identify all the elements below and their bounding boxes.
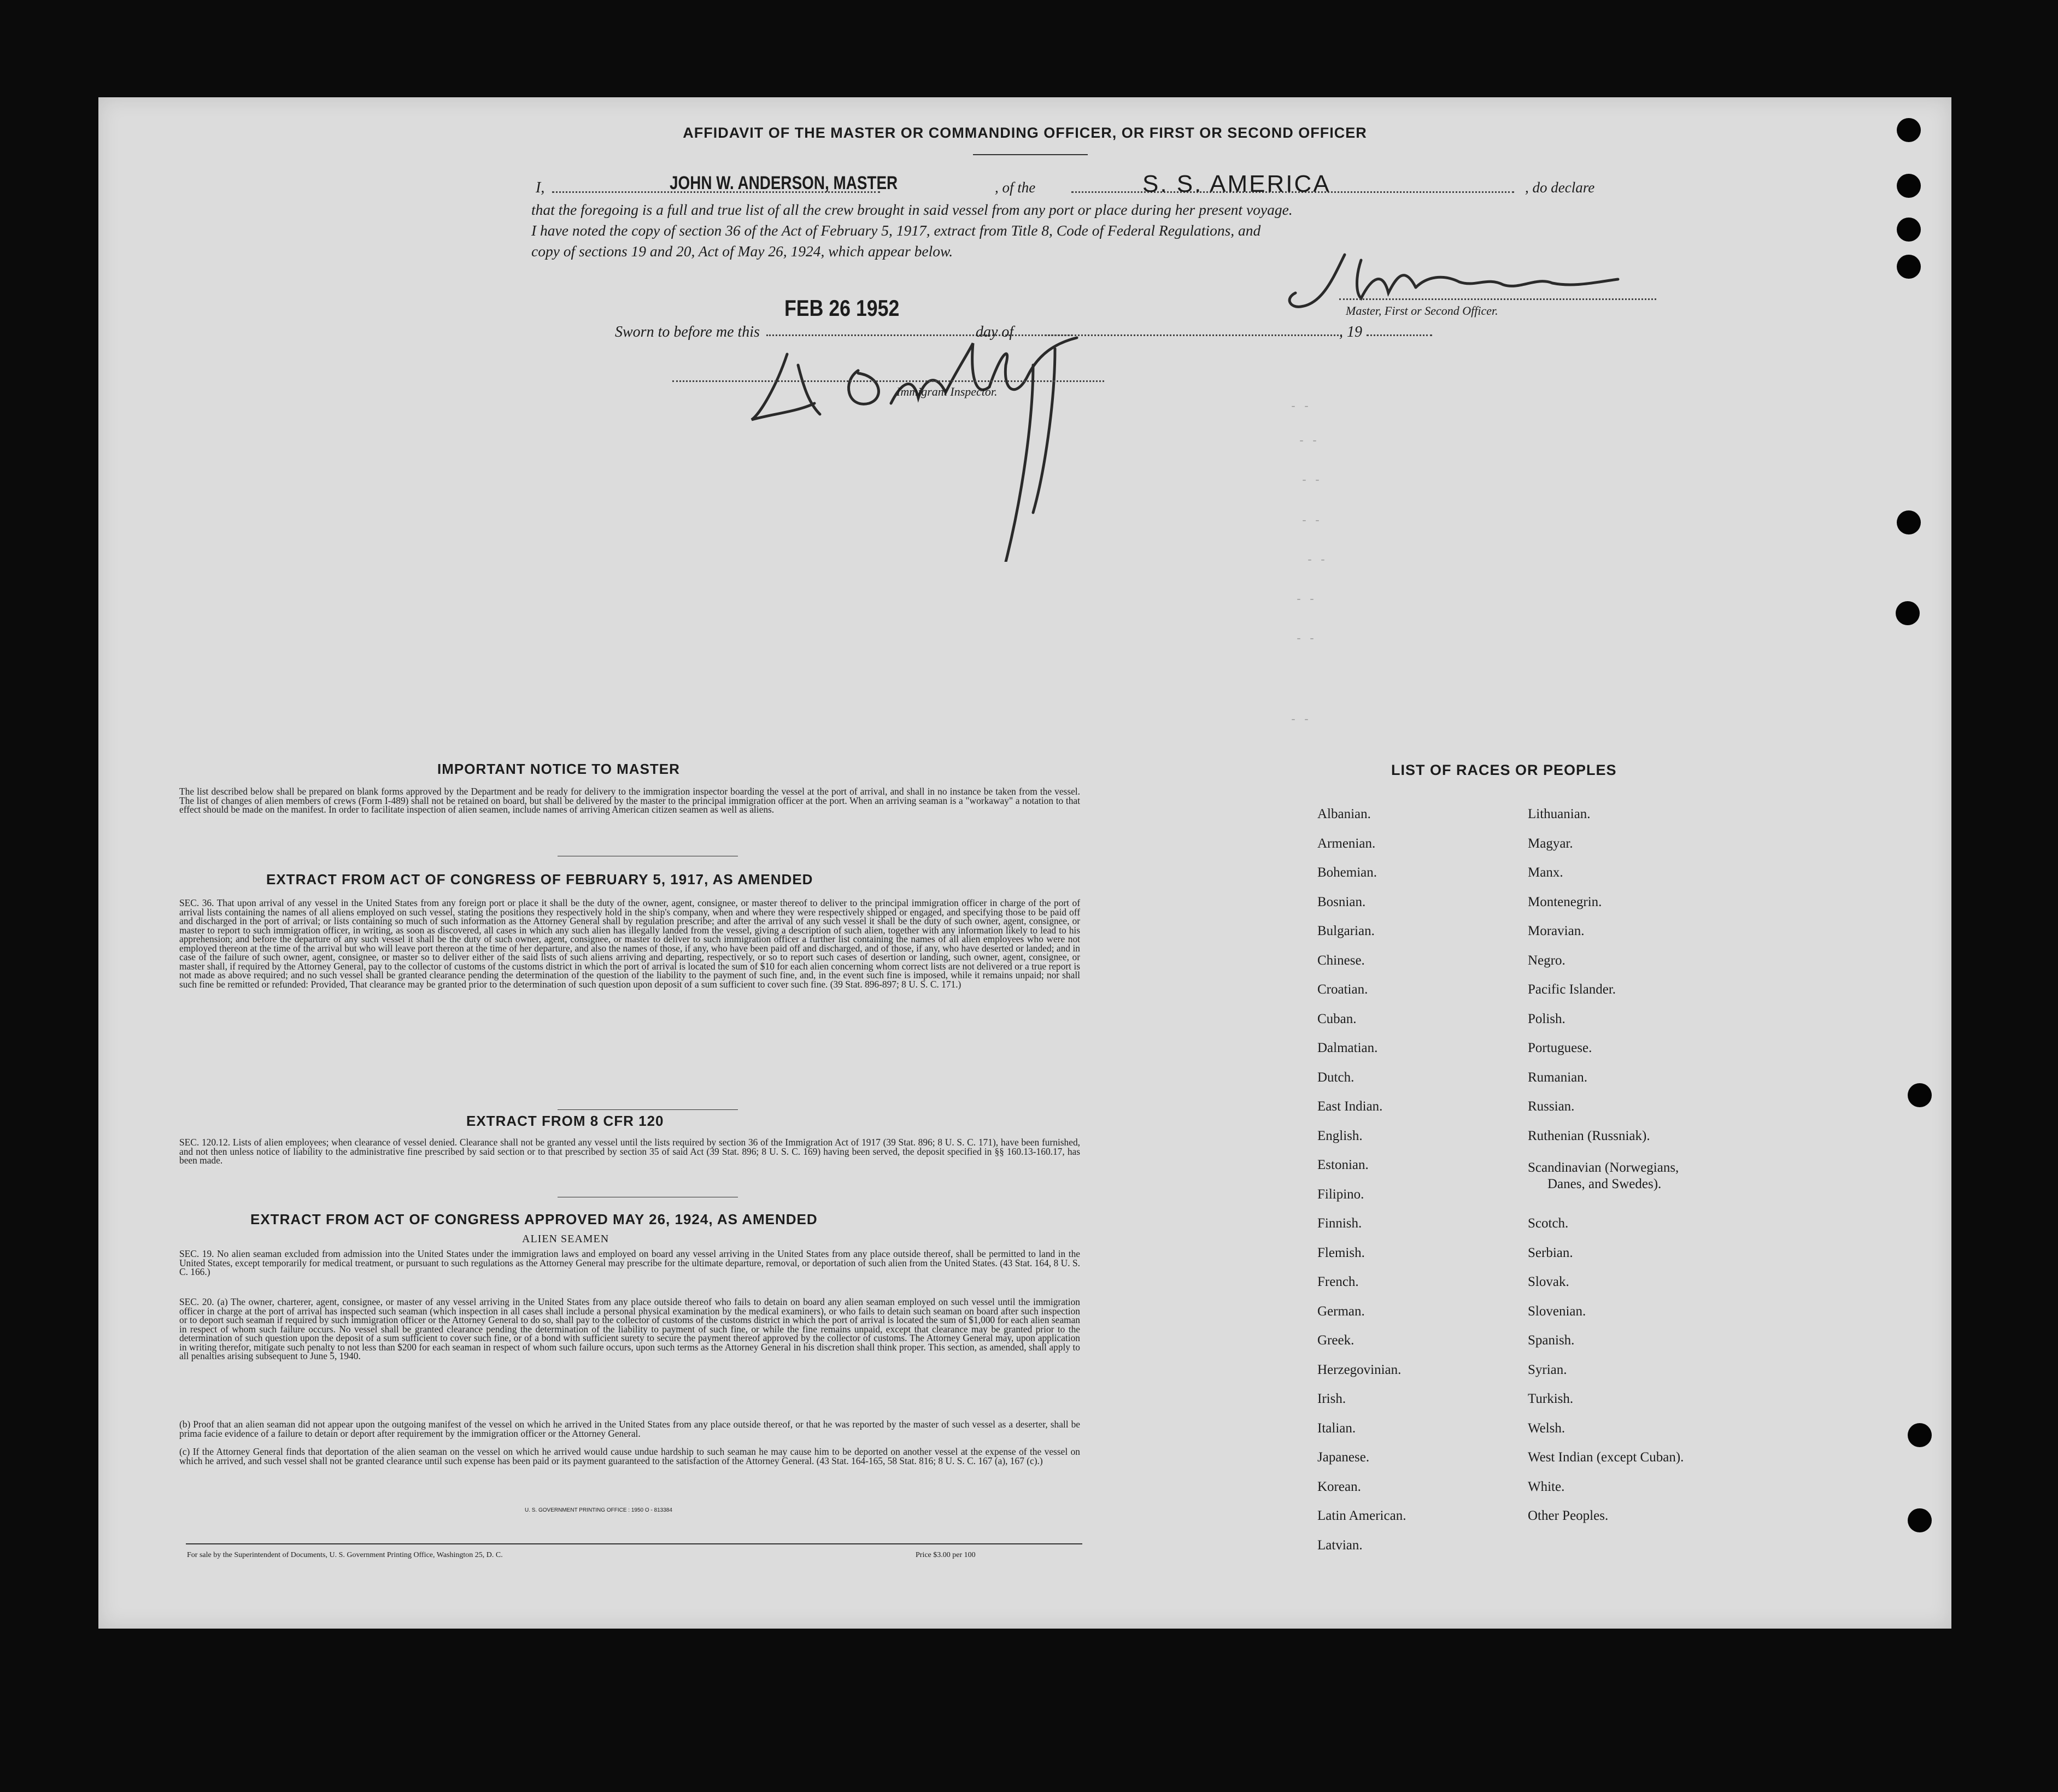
race-item: French. [1317, 1274, 1359, 1289]
punch-hole [1897, 510, 1921, 534]
race-item: Magyar. [1528, 836, 1573, 851]
race-item: Dutch. [1317, 1070, 1355, 1085]
race-item: Cuban. [1317, 1011, 1357, 1026]
race-item: Welsh. [1528, 1420, 1566, 1436]
sec20c-text: (c) If the Attorney General finds that deportation of the alien seaman on the vessel on which he arrived would cause undue hardship to such seaman he may cause him to be deported on another vessel at the expense of the vessel on which he arrived, and such vessel shall not be granted clearance until such expense has been paid or its payment guaranteed to the satisfaction of the Attorney General. (43 Stat. 164-165, 58 Stat. 816; 8 U. S. C. 167 (a), 167 (c).) [179, 1446, 1080, 1466]
extract-1917-text: SEC. 36. That upon arrival of any vessel in the United States from any foreign port or place it shall be the duty of the owner, agent, consignee, or master thereof to deliver to the principal immigration officer in charge of the port of arrival lists containing the names of all aliens employed on such vessel, stating the positions they respectively hold in the ship's company, when and where they were respectively shipped or engaged, and specifying those to be paid off and discharged in the port of arrival; or lists containing so much of such information as the Attorney General shall by regulation prescribe; and after the arrival of any such vessel it shall be the duty of such owner, agent, consignee, or master to report to such immigration officer, in writing, as soon as discovered, all cases in which any such alien has illegally landed from the vessel, giving a description of such alien, together with any information likely to lead to his apprehension; and before the departure of any such vessel it shall be the duty of such owner, agent, consignee, or master to deliver to such immigration officer a further list containing the names of all alien employees who were not employed thereon at the time of the arrival but who will leave port thereon at the time of her departure, and also the names of those, if any, who have been paid off and discharged, and of those, if any, who have deserted or landed; and in case of the failure of such owner, agent, consignee, or master so to deliver either of the said lists of such aliens arriving and departing, respectively, or so to report such cases of desertion or landing, such owner, agent, consignee, or master shall, if required by the Attorney General, pay to the collector of customs of the customs district in which the port of arrival is located the sum of $10 for each alien concerning whom correct lists are not delivered or a true report is not made as above required; and no such vessel shall be granted clearance pending the determination of the question of the liability to the payment of such fine, and, in the event such fine is imposed, while it remains unpaid; nor shall such fine be remitted or refunded: Provided, That clearance may be granted prior to the determination of such question upon deposit of a sum sufficient to cover such fine. (39 Stat. 896-897; 8 U. S. C. 171.) [179, 897, 1080, 990]
punch-hole [1908, 1083, 1932, 1107]
race-item: Scandinavian (Norwegians, [1528, 1160, 1679, 1175]
race-item: Chinese. [1317, 953, 1365, 968]
race-item: Slovak. [1528, 1274, 1569, 1289]
document-page [98, 97, 1951, 1629]
race-item: Latvian. [1317, 1537, 1363, 1553]
punch-hole [1896, 601, 1920, 625]
bleed-mark: - - [1298, 435, 1318, 448]
do-declare-text: , do declare [1525, 179, 1595, 196]
extract-1924-title: EXTRACT FROM ACT OF CONGRESS APPROVED MAY 26, 1924, AS AMENDED [250, 1211, 818, 1227]
bleed-mark: - - [1301, 515, 1321, 527]
race-item: Russian. [1528, 1099, 1575, 1114]
race-item: Moravian. [1528, 924, 1585, 938]
race-item: Bohemian. [1317, 865, 1377, 880]
affidavit-title: AFFIDAVIT OF THE MASTER OR COMMANDING OFFICER, OR FIRST OR SECOND OFFICER [683, 125, 1367, 141]
race-item: Bulgarian. [1317, 924, 1375, 938]
race-item: Greek. [1317, 1333, 1355, 1348]
race-item: Negro. [1528, 953, 1566, 968]
race-item: English. [1317, 1128, 1363, 1143]
footer-rule [186, 1543, 1082, 1544]
declaration-line-2: I have noted the copy of section 36 of the Act of February 5, 1917, extract from Title 8, Code of Federal Regulations, and [531, 222, 1261, 239]
extract-1917-rule [558, 1109, 738, 1110]
extract-1917-title: EXTRACT FROM ACT OF CONGRESS OF FEBRUARY 5, 1917, AS AMENDED [266, 871, 813, 888]
race-item: Montenegrin. [1528, 894, 1602, 909]
sec20a-text: SEC. 20. (a) The owner, charterer, agent, consignee, or master of any vessel arriving in the United States from any place outside thereof who fails to detain on board any alien seaman employed on such vessel until the immigration officer in charge at the port of arrival has inspected such seaman (which inspection in all cases shall include a personal physical examination by the medical examiners), or who fails to detain such seaman on board after such inspection or to deport such seaman if required by such immigration officer or the Attorney General to do so, shall pay to the collector of customs of the customs district in which the port of arrival is located the sum of $1,000 for each alien seaman in respect of whom such failure occurs. No vessel shall be granted clearance pending the determination of the liability to payment of such fine, or while the fine remains unpaid, except that clearance may be granted prior to the determination of such question upon the deposit of a sum sufficient to cover such fine, or of a bond with sufficient surety to secure the payment thereof approved by the collector of customs. The Attorney General may, upon application in writing therefor, mitigate such penalty to not less than $200 for each seaman in respect of whom such failure occurs, upon such terms as the Attorney General in his discretion shall think proper. This section, as amended, shall apply to all penalties arising subsequent to June 5, 1940. [179, 1296, 1080, 1361]
race-item: Manx. [1528, 865, 1563, 880]
year-line [1367, 334, 1432, 336]
punch-hole [1897, 118, 1921, 142]
race-item: Latin American. [1317, 1508, 1406, 1523]
date-stamp: FEB 26 1952 [784, 295, 900, 321]
race-item: West Indian (except Cuban). [1528, 1450, 1684, 1465]
inspector-caption: Immigrant Inspector. [896, 385, 998, 398]
declarant-name: JOHN W. ANDERSON, MASTER [670, 173, 898, 193]
declaration-i: I, [536, 179, 545, 196]
race-item: Lithuanian. [1528, 807, 1591, 821]
race-item: Polish. [1528, 1011, 1566, 1026]
punch-hole [1908, 1423, 1932, 1447]
sale-text: For sale by the Superintendent of Documents, U. S. Government Printing Office, Washington 25, D. C. [187, 1551, 503, 1559]
punch-hole [1897, 218, 1921, 242]
declaration-line-3: copy of sections 19 and 20, Act of May 26, 1924, which appear below. [531, 243, 953, 260]
race-item: Danes, and Swedes). [1547, 1177, 1662, 1191]
sec20b-text: (b) Proof that an alien seaman did not appear upon the outgoing manifest of the vessel on which he arrived in the United States from any place outside thereof, or that he was reported by the master of such vessel as a deserter, shall be prima facie evidence of a failure to detain or deport after requirement by the immigration officer or the Attorney General. [179, 1419, 1080, 1439]
punch-hole [1897, 174, 1921, 198]
race-item: Bosnian. [1317, 894, 1366, 909]
declaration-line-1: that the foregoing is a full and true list of all the crew brought in said vessel from any port or place during her present voyage. [531, 201, 1293, 218]
race-item: Japanese. [1317, 1450, 1370, 1465]
bleed-mark: - - [1295, 594, 1316, 606]
master-caption: Master, First or Second Officer. [1346, 304, 1498, 318]
race-item: White. [1528, 1479, 1565, 1494]
cfr-text: SEC. 120.12. Lists of alien employees; when clearance of vessel denied. Clearance shall not be granted any vessel until the lists required by section 36 of the Immigration Act of 1917 (39 Stat. 896; 8 U. S. C. 171), have been furnished, and not then unless notice of liability to the administrative fine prescribed by said section or to that prescribed by section 35 of said Act (39 Stat. 896; 8 U. S. C. 169) having been served, the deposit specified in §§ 160.13-160.17, has been made. [179, 1137, 1080, 1166]
inspector-signature [749, 332, 1241, 562]
races-right-column [1528, 807, 1684, 1538]
notice-text: The list described below shall be prepared on blank forms approved by the Department and be ready for delivery to the immigration inspector boarding the vessel at the port of arrival, and shall in no instance be taken from the vessel. The list of changes of alien members of crews (Form I-489) shall not be retained on board, but shall be delivered by the master to the principal immigration officer at the port. When an arriving seaman is a "workaway" a notation to that effect should be made on the manifest. In order to facilitate inspection of alien seamen, include names of arriving American citizen seamen as well as aliens. [179, 786, 1080, 815]
inspector-signature-line [672, 380, 1104, 382]
race-item: Korean. [1317, 1479, 1361, 1494]
race-item: Flemish. [1317, 1245, 1365, 1260]
bleed-mark: - - [1306, 554, 1327, 567]
race-item: Ruthenian (Russniak). [1528, 1128, 1650, 1143]
race-item: Pacific Islander. [1528, 982, 1616, 997]
sworn-text: Sworn to before me this [615, 324, 760, 340]
race-item: Portuguese. [1528, 1041, 1592, 1055]
race-item: Slovenian. [1528, 1303, 1586, 1319]
race-item: Scotch. [1528, 1216, 1569, 1231]
race-item: Croatian. [1317, 982, 1368, 997]
title-rule [973, 154, 1088, 155]
races-left-column [1317, 807, 1406, 1567]
bleed-mark: - - [1290, 401, 1310, 413]
race-item: Irish. [1317, 1391, 1346, 1406]
vessel-name: S. S. AMERICA [1142, 171, 1331, 197]
race-item: Albanian. [1317, 807, 1371, 821]
race-item: Turkish. [1528, 1391, 1574, 1406]
of-the-text: , of the [995, 179, 1036, 196]
bleed-mark: - - [1295, 633, 1316, 645]
race-item: German. [1317, 1303, 1365, 1319]
race-item: Spanish. [1528, 1333, 1575, 1348]
race-item: Dalmatian. [1317, 1041, 1378, 1055]
race-item: Serbian. [1528, 1245, 1573, 1260]
notice-title: IMPORTANT NOTICE TO MASTER [437, 761, 680, 777]
race-item: Syrian. [1528, 1362, 1567, 1377]
races-title: LIST OF RACES OR PEOPLES [1391, 762, 1617, 778]
race-item: Herzegovinian. [1317, 1362, 1402, 1377]
bleed-mark: - - [1301, 474, 1321, 487]
cfr-title: EXTRACT FROM 8 CFR 120 [466, 1113, 664, 1129]
race-item: Other Peoples. [1528, 1508, 1609, 1523]
bleed-mark: - - [1290, 714, 1310, 726]
alien-seamen-subtitle: ALIEN SEAMEN [522, 1233, 609, 1245]
punch-hole [1897, 255, 1921, 279]
race-item: Estonian. [1317, 1158, 1369, 1172]
master-signature-line [1339, 298, 1656, 300]
race-item: Filipino. [1317, 1186, 1364, 1202]
race-item: Armenian. [1317, 836, 1376, 851]
race-item: Italian. [1317, 1420, 1356, 1436]
race-item: East Indian. [1317, 1099, 1383, 1114]
sec19-text: SEC. 19. No alien seaman excluded from admission into the United States under the immigration laws and employed on board any vessel arriving in the United States from any place outside thereof, shall be permitted to land in the United States, except temporarily for medical treatment, or pursuant to such regulations as the Attorney General may prescribe for the ultimate departure, removal, or deportation of such alien from the United States. (43 Stat. 164, 8 U. S. C. 166.) [179, 1248, 1080, 1277]
gpo-imprint: U. S. GOVERNMENT PRINTING OFFICE : 1950 O - 813384 [525, 1507, 672, 1513]
year-prefix: , 19 [1339, 324, 1362, 340]
price-text: Price $3.00 per 100 [916, 1551, 976, 1559]
race-item: Rumanian. [1528, 1070, 1588, 1085]
day-of-text: day of [976, 324, 1014, 340]
race-item: Finnish. [1317, 1216, 1362, 1231]
punch-hole [1908, 1508, 1932, 1532]
